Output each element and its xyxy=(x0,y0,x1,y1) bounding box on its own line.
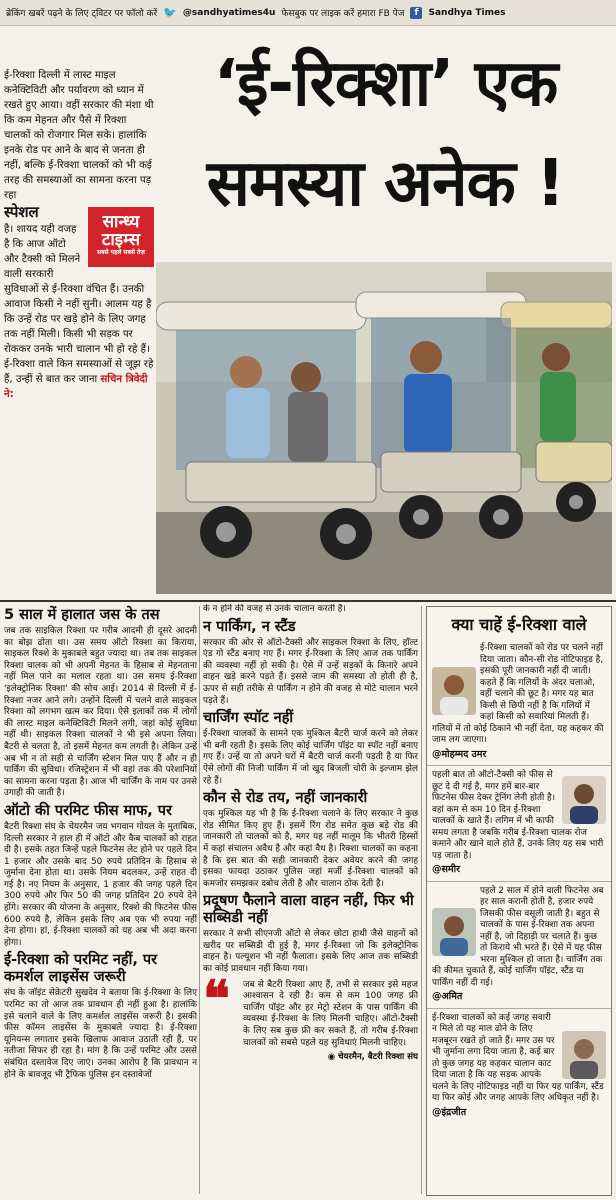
testimonial-2-text: पहली बात तो ऑटो-टैक्सी को फीस से छूट दे दी गई है, मगर हमें बार-बार फिटनेस फीस देकर ट्रेनिंग लेनी होती है। वहां कम से कम 10 दिन ई-रिक्शा चालकों के खाते हैं। लगिम में भी काफी समय लगता है जबकि गरीब ई-रिक्शा चालक रोज कमाने और खाने वाले होते हैं, उनके लिए यह सब भारी पड़ जाता है। xyxy=(432,770,604,861)
lead-text-2: है। शायद यही वजह है कि आज ऑटो और टैक्सी को मिलने वाली सरकारी सुविधाओं से ई-रिक्शा वंचित हैं। उनकी आवाज किसी ने नहीं सुनी। आलम यह है कि उन्हें रोड पर खड़े होने के लिए जगह तक नहीं मिली। किसी भी सड़क पर रोककर उनके भारी चालान भी हो रहे हैं। ई-रिक्शा वाले किन समस्याओं से जूझ रहे हैं, उन्हीं से बात कर जाना xyxy=(4,224,154,385)
pull-quote xyxy=(203,968,418,1063)
testimonial-1 xyxy=(427,639,611,766)
section-body-charging: ई-रिक्शा चालकों के सामने एक मुश्किल बैटरी चार्ज करने को लेकर भी बनी रहती है। इसके लिए कोई चार्जिंग पॉइंट या स्पॉट नहीं बनाए गए हैं। उन्हें या तो अपने घरों में बैटरी चार्ज करनी पड़ती है या फिर ऐसे लोगों की निजी पार्किंग में जो खुद बिजली चोरी के इल्जाम झेल रहे हैं। xyxy=(203,729,418,786)
lead-intro-column xyxy=(4,68,154,598)
facebook-icon: f xyxy=(410,7,422,19)
main-headline xyxy=(158,34,613,264)
sandhya-times-logo xyxy=(88,207,154,267)
top-promo-bar xyxy=(0,0,616,26)
testimonial-2 xyxy=(427,766,611,882)
section-title-5-years: 5 साल में हालात जस के तस xyxy=(4,607,160,623)
article-column-2 xyxy=(203,604,418,1196)
testimonial-4-text: ई-रिक्शा चालकों को कई जगह सवारी न मिले तो यह माल ढोने के लिए मजबूरन रखते हो जाते हैं। मगर उस पर भी जुर्माना लगा दिया जाता है, कई बार तो कुछ जगह यह कहकर चालान काट दिया जाता है कि यह सड़क आपके चलने के लिए नोटिफाइड नहीं या फिर यह पार्किंग, स्टैंड या फिर कोई और जगह आपके लिए अधिकृत नहीं है। xyxy=(432,1012,604,1103)
fb-page-link[interactable]: Sandhya Times xyxy=(428,7,506,18)
person-photo-icon xyxy=(432,908,476,956)
testimonials-title: क्या चाहें ई-रिक्शा वाले xyxy=(451,615,587,634)
testimonial-3 xyxy=(427,882,611,1009)
person-photo-icon xyxy=(562,1031,606,1079)
section-body-roads: एक मुश्किल यह भी है कि ई-रिक्शा चलाने के लिए सरकार ने कुछ रोड सीमित किए हुए हैं। इसमें रिंग रोड समेत कुछ बड़े रोड की जानकारी तो चालकों को है, मगर यह नहीं मालूम कि भीतरी हिस्सों में कहां संचालन अवैध है और कहां वैध है। रिक्शा चालकों का कहना है कि इस बात की सही जानकारी देकर अवेयर करने की जगह इसका फायदा उठाकर पुलिस जहां मर्जी ई-रिक्शा चालकों को कमजोर समझकर दबोच लेती है और चालान ठोक देती है। xyxy=(203,809,418,889)
section-body-5-years: जब तक साइकिल रिक्शा पर गरीब आदमी ही दूसरे आदमी का बोझ ढोता था। उस समय ऑटो रिक्शा का किराया, साइकल रिक्शे के मुकाबले बहुत ज्यादा था। तब तक साइकल रिक्शा चालक को भी अपनी मेहनत के हिसाब से मेहनताना नहीं मिल पाने का मलाल रहता था। उस समय ई-रिक्शा 'इलेक्ट्रोनिक रिक्शा' की सोच आई। 2014 से दिल्ली में ई-रिक्शा नजर आने लगे। उन्होंने दिल्ली में चलने वाले साइकल रिक्शा को लगभग खत्म कर दिया। ऐसे इलाकों तक में लोगों की लास्ट माइल कनेक्टिविटी मिलने लगी, जहां कोई सुविधा नहीं थी। साइकल रिक्शा चालकों ने भी इसे अपना लिया। बैटरी से चलता है, तो इसमें मेहनत कम लगती है। लेकिन उन्हें अब भी न तो सही से चार्जिंग स्टेशन मिल पाए हैं और न ही पार्किंग की सुविधा। रजिस्ट्रेशन में भी वहां तक की परेशानियों का सामना करना पड़ता है। आज भी चार्जिंग के नाम पर उनसे उगाही की जाती है। xyxy=(4,626,197,799)
twitter-promo-text: ब्रेकिंग खबरें पढ़ने के लिए ट्विटर पर फॉलो करें xyxy=(6,9,158,19)
fb-promo-text: फेसबुक पर लाइक करें हमारा FB पेज xyxy=(281,9,405,19)
section-divider xyxy=(0,600,616,602)
section-title-charging: चार्जिंग स्पॉट नहीं xyxy=(203,710,294,727)
section-body-parking: सरकार की ओर से ऑटो-टैक्सी और साइकल रिक्शा के लिए, हॉल्ट एंड गो स्टैंड बनाए गए हैं। मगर ई-रिक्शा के लिए आज तक पार्किंग की व्यवस्था नहीं हो सकी है। ऐसे में उन्हें सड़कों के किनारे अपने वाहन खड़े करने पड़ते हैं। इससे जाम की समस्या तो होती ही है, ऊपर से सही तरीके से पार्किंग न होने की वजह से मोटे चालान भरने पड़ते हैं। xyxy=(203,637,418,706)
lead-text-1: ई-रिक्शा दिल्ली में लास्ट माइल कनेक्टिविटी और पर्यावरण को ध्यान में रखते हुए आया। वहीं सरकार की मंशा थी कि कम मेहनत और पैसे में रिक्शा चालकों को रोजगार मिल सके। हालांकि इनके रोड पर आने के बाद से जनता ही नहीं, बल्कि ई-रिक्शा चालकों को भी कई तरह की समस्याओं का सामना करना पड़ रहा xyxy=(4,70,154,201)
testimonial-1-name: @मोहम्मद उमर xyxy=(432,748,487,760)
headline-line-1: ‘ई-रिक्शा’ एक xyxy=(213,47,558,121)
testimonial-2-name: @समीर xyxy=(432,864,460,875)
erickshaw-photo-illustration xyxy=(156,262,612,594)
logo-line-1: सान्ध्य xyxy=(102,212,140,232)
section-title-permit-fee: ऑटो की परमिट फीस माफ, पर xyxy=(4,802,172,819)
lead-paragraph-1 xyxy=(4,68,154,203)
erickshaw-photo xyxy=(156,262,612,594)
logo-line-2: टाइम्स xyxy=(101,230,141,250)
section-body-license: संघ के जॉइंट सेक्रेटरी सुखदेव ने बताया कि ई-रिक्शा के लिए परमिट का तो आज तक प्रावधान ही नहीं हुआ है। हालांकि इसे चलाने वाले के लिए कमर्शल लाइसेंस जरूरी है। इसकी फीस कॉमन लाइसेंस के मुकाबले ज्यादा है। ई-रिक्शा यूनियन्स लगातार इसके खिलाफ आवाज उठाती रही हैं, पर नतीजा सिफर ही रहा है। मांग है कि उन्हें परमिट और उससे संबंधित दस्तावेज दिए जाएं। उनका आरोप है कि प्रावधान न होने के बावजूद भी ट्रैफिक पुलिस इन दस्तावेजों xyxy=(4,988,197,1080)
section-body-subsidy: सरकार ने सभी सीएनजी ऑटो से लेकर छोटा हाथी जैसे वाहनों को खरीद पर सब्सिडी दी हुई है, मगर ई-रिक्शा जो कि इलेक्ट्रोनिक वाहन है। पल्यूशन भी नहीं फैलाता। इसके लिए आज तक सब्सिडी का कोई प्रावधान नहीं किया गया। xyxy=(203,929,418,975)
person-photo-icon xyxy=(432,667,476,715)
author-byline: सचिन त्रिवेदी ने: xyxy=(4,374,148,400)
section-title-subsidy: प्रदूषण फैलाने वाला वाहन नहीं, फिर भी सब्सिडी नहीं xyxy=(203,893,414,927)
section-title-parking: न पार्किंग, न स्टैंड xyxy=(203,618,296,635)
headline-line-2: समस्या अनेक ! xyxy=(206,147,565,221)
twitter-handle-link[interactable]: @sandhyatimes4u xyxy=(182,7,276,18)
section-body-continued: के न होने की वजह से उनके चालान करती है। xyxy=(203,604,346,614)
testimonial-4-name: @इंद्रजीत xyxy=(432,1106,467,1118)
section-title-roads: कौन से रोड तय, नहीं जानकारी xyxy=(203,790,368,807)
quote-mark-icon: ❝ xyxy=(203,968,230,1028)
twitter-icon: 🐦 xyxy=(163,6,177,19)
section-body-permit-fee: बैटरी रिक्शा संघ के चेयरमैन जय भगवान गोयल के मुताबिक, दिल्ली सरकार ने हाल ही में ऑटो और कैब चालकों को राहत दी है। इसके तहत जिन्हें पहले फिटनेस लेट होने पर पहले दिन 1 हजार और उसके बाद 50 रुपये प्रतिदिन के हिसाब से जुर्माना देना होता था। उसके नियम बदलकर, उन्हें राहत दी गई है। नए नियम के अनुसार, 1 हजार की जगह पहले दिन 300 रुपये और फिर 50 की जगह प्रतिदिन 20 रुपये देने होंगे। सरकार की योजना के अनुसार, रिक्शे की फिटनेस फीस 600 रुपये है, लेकिन इसके लिए अब एक भी रुपया नहीं देना होगा। हां, ई-रिक्शा चालकों को यह अब भी अदा करना होगा। xyxy=(4,821,197,948)
testimonials-box xyxy=(426,606,612,1196)
quote-attribution: ◉ चेयरमैन, बैटरी रिक्शा संघ xyxy=(327,1052,418,1063)
column-rule-2 xyxy=(421,606,422,1194)
article-column-1 xyxy=(4,604,197,1196)
avatar-amit xyxy=(432,908,476,956)
avatar-umar xyxy=(432,667,476,715)
testimonial-3-text: पहले 2 साल में होने वाली फिटनेस अब हर साल करानी होती है, हजार रुपये जिसकी फीस वसूली जाती है। बहुत से चालकों के पास ई-रिक्शा तक अपना नहीं है, जो दिहाड़ी पर चलाते हैं। कुछ तो किराये भी भरते हैं। ऐसे में यह फीस भरना मुश्किल हो जाता है। चार्जिंग तक की कीमत चुकाते हैं, कोई चार्जिंग पॉइंट, स्टैंड या पार्किंग नहीं दी गई। xyxy=(432,885,604,988)
section-title-license: ई-रिक्शा को परमिट नहीं, पर कमर्शल लाइसेंस जरूरी xyxy=(4,952,158,986)
testimonial-3-name: @अमित xyxy=(432,991,463,1002)
testimonial-4 xyxy=(427,1009,611,1124)
logo-tagline: सबसे पहले सबसे तेज़ xyxy=(97,249,145,256)
quote-text: जब से बैटरी रिक्शा आए हैं, तभी से सरकार इसे महज आश्वासन दे रही है। कम से कम 100 जगह फ्री चार्जिंग पॉइंट और हर मेट्रो स्टेशन के पास पार्किंग की व्यवस्था ई-रिक्शा के लिए मिलनी चाहिए। ऑटो-टैक्सी के लिए सब कुछ फ्री कर सकते हैं, तो गरीब ई-रिक्शा चालकों को सबसे पहले यह सुविधाएं मिलनी चाहिए। xyxy=(243,979,418,1048)
avatar-inderjeet xyxy=(562,1031,606,1079)
testimonial-1-text: ई-रिक्शा चालकों को रोड पर चलने नहीं दिया जाता। कौन-सी रोड नोटिफाइड है, इसकी पूरी जानकारी नहीं दी जाती। कहते हैं कि गलियों के अंदर चलाओ, वहीं चलाने की छूट है। मगर यह बात किसी से छिपी नहीं है कि गलियों में कहां किसी को सवारियां मिलती हैं। गलियों में तो कोई ठिकाने भी नहीं देता, यह कहकर की जाम लग जाएगा। xyxy=(432,643,604,745)
person-photo-icon xyxy=(562,776,606,824)
column-rule-1 xyxy=(199,606,200,1194)
avatar-sameer xyxy=(562,776,606,824)
special-label: स्पेशल xyxy=(4,203,39,221)
